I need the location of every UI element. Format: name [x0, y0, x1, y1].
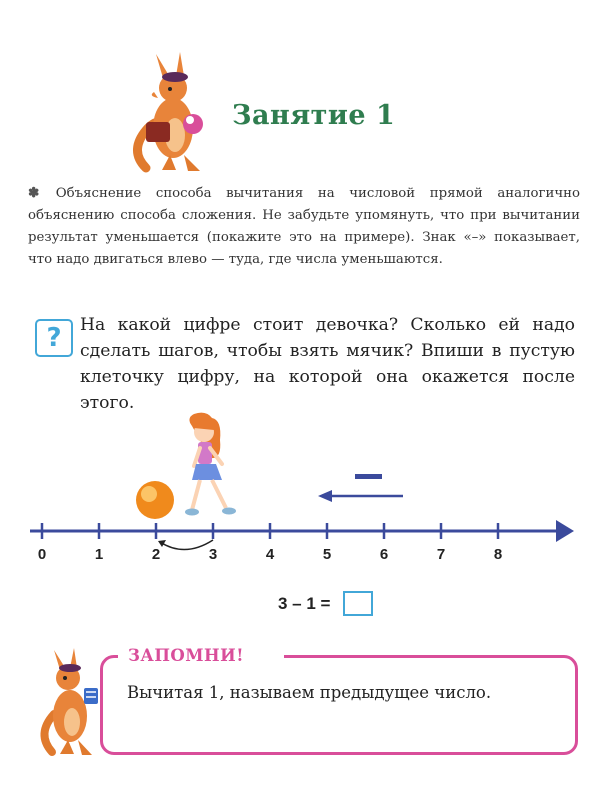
- ball: [136, 481, 174, 519]
- girl: [185, 413, 236, 516]
- teacher-note-text: Объяснение способа вычитания на числовой прямой аналогично объяснению способа сложения. Не забудьте упомянуть, что при вычитании результат уменьшается (покажите это на примере). Знак «–» показывает, что надо двигаться влево — туда, где числа уменьшаются.: [28, 186, 580, 267]
- kangaroo-illustration: [118, 50, 213, 175]
- number-line-label: 3: [208, 546, 218, 563]
- number-line-label: 4: [265, 546, 275, 563]
- number-line-label: 6: [379, 546, 389, 563]
- number-line-label: 1: [94, 546, 104, 563]
- hop-arc: [160, 540, 213, 550]
- number-line-label: 2: [151, 546, 161, 563]
- number-line-label: 0: [37, 546, 47, 563]
- number-line-label: 5: [322, 546, 332, 563]
- number-line-labels: [38, 546, 502, 563]
- remember-text: Вычитая 1, называем предыдущее число.: [127, 683, 492, 702]
- remember-frame: [100, 655, 578, 755]
- lesson-title: Занятие 1: [232, 100, 396, 131]
- answer-box[interactable]: [343, 591, 373, 616]
- equation: 3 – 1 =: [278, 594, 331, 613]
- arrow-right-icon: [556, 520, 574, 542]
- kangaroo-illustration-small: [30, 648, 110, 758]
- note-marker: ✽: [28, 186, 40, 201]
- teacher-note: [28, 183, 580, 271]
- question-icon: ?: [35, 319, 73, 357]
- task-text: На какой цифре стоит девочка? Сколько ей надо сделать шагов, чтобы взять мячик? Впиши в пустую клеточку цифру, на которой она окажется после этого.: [80, 315, 575, 413]
- number-line-scene: [0, 410, 608, 570]
- number-line-label: 7: [436, 546, 446, 563]
- remember-title: ЗАПОМНИ!: [128, 646, 244, 665]
- number-line-label: 8: [493, 546, 503, 563]
- minus-sign: [355, 474, 382, 479]
